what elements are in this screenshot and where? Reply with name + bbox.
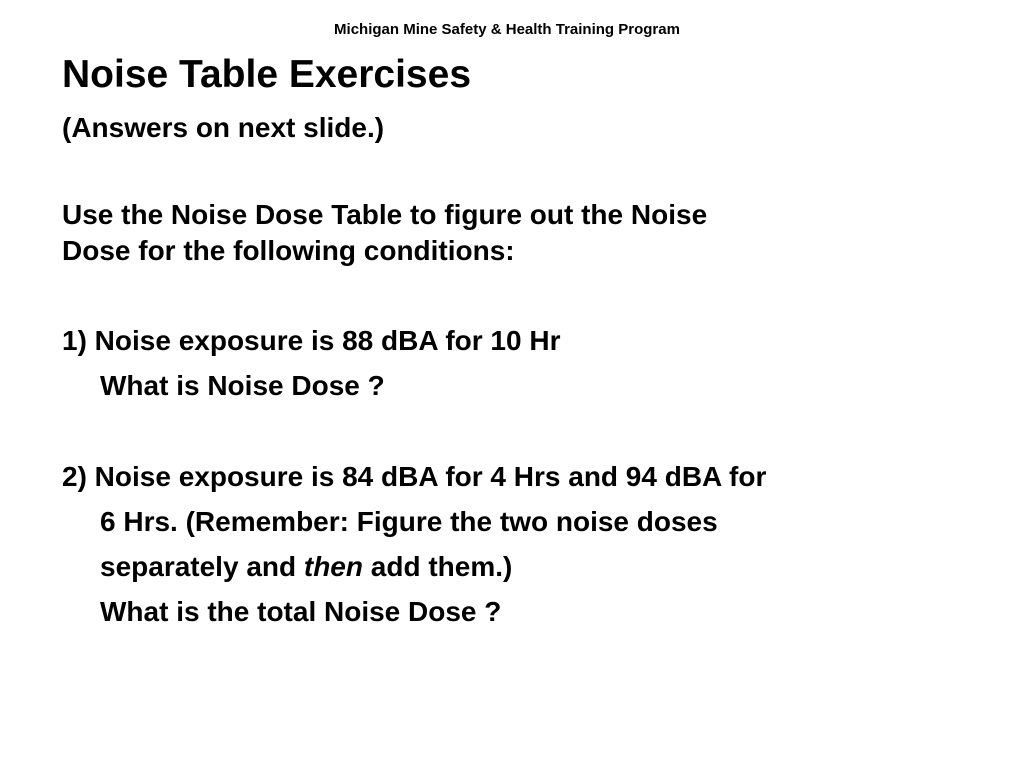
question-2-emphasis: then [303,551,363,582]
slide-title: Noise Table Exercises [62,53,472,96]
program-header: Michigan Mine Safety & Health Training Program [334,21,680,38]
question-2-prompt: What is the total Noise Dose ? [100,596,502,627]
instructions-line-1: Use the Noise Dose Table to figure out the Noise [62,199,708,230]
question-1-prompt: What is Noise Dose ? [100,370,385,401]
slide-subtitle: (Answers on next slide.) [62,112,385,143]
instructions-line-2: Dose for the following conditions: [62,235,515,266]
question-2-line-3-after: add them.) [362,551,513,582]
question-2-line-3 [100,550,512,584]
question-2-line-1: 2) Noise exposure is 84 dBA for 4 Hrs and 94 dBA for [62,461,767,492]
question-1-text: 1) Noise exposure is 88 dBA for 10 Hr [62,325,561,356]
question-2-line-2: 6 Hrs. (Remember: Figure the two noise doses [100,506,718,537]
question-2-line-3-before: separately and [100,551,304,582]
